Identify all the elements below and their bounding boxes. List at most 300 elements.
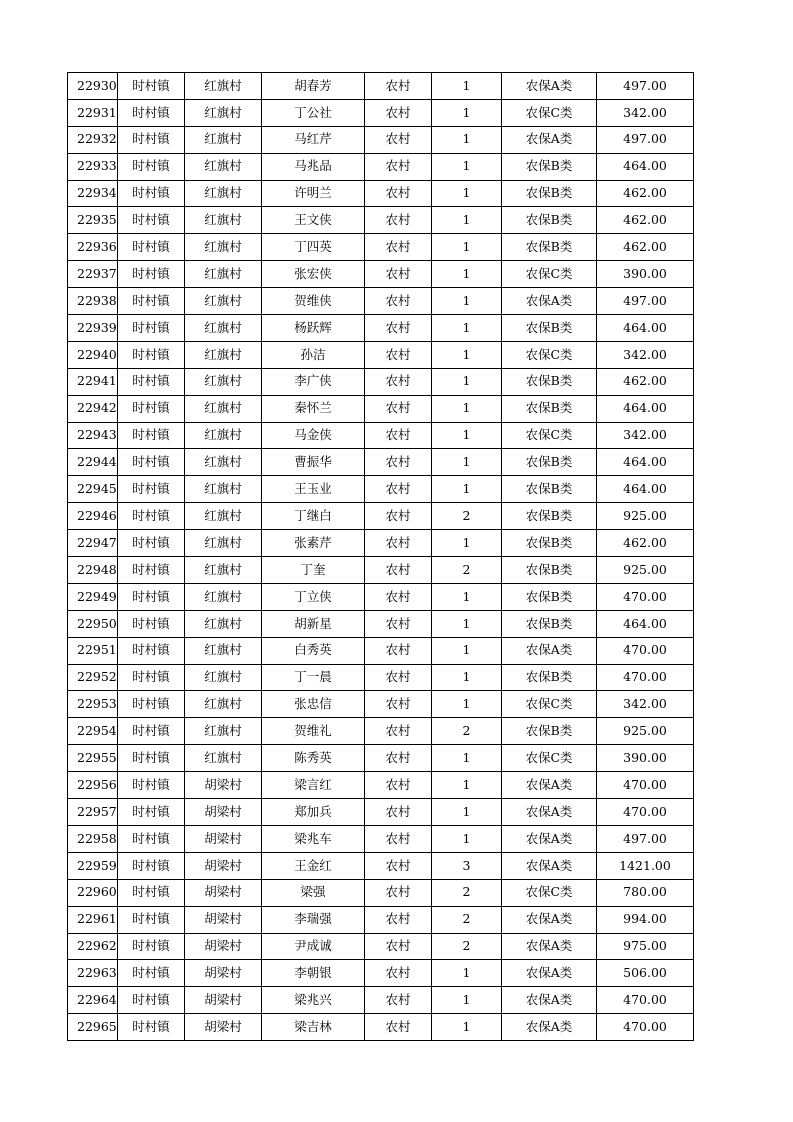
- table-row: [68, 530, 694, 557]
- cell-village: 红旗村: [185, 745, 262, 772]
- cell-town: 时村镇: [118, 503, 185, 530]
- cell-amount: 464.00: [597, 476, 694, 503]
- table-row: [68, 557, 694, 584]
- cell-member-count: 2: [432, 503, 502, 530]
- cell-village: 红旗村: [185, 261, 262, 288]
- cell-record-id: 22957: [68, 799, 118, 826]
- cell-record-id: 22933: [68, 153, 118, 180]
- cell-person-name: 王金红: [262, 852, 365, 879]
- cell-member-count: 1: [432, 476, 502, 503]
- cell-amount: 470.00: [597, 664, 694, 691]
- cell-insurance-category: 农保A类: [502, 1014, 597, 1041]
- cell-person-name: 丁立侠: [262, 583, 365, 610]
- cell-member-count: 1: [432, 960, 502, 987]
- cell-amount: 342.00: [597, 341, 694, 368]
- cell-town: 时村镇: [118, 772, 185, 799]
- cell-member-count: 1: [432, 99, 502, 126]
- cell-household-type: 农村: [365, 341, 432, 368]
- cell-member-count: 2: [432, 557, 502, 584]
- cell-household-type: 农村: [365, 799, 432, 826]
- cell-town: 时村镇: [118, 610, 185, 637]
- cell-person-name: 胡春芳: [262, 73, 365, 100]
- cell-household-type: 农村: [365, 960, 432, 987]
- cell-member-count: 1: [432, 610, 502, 637]
- cell-insurance-category: 农保B类: [502, 503, 597, 530]
- cell-record-id: 22954: [68, 718, 118, 745]
- cell-member-count: 1: [432, 745, 502, 772]
- table-row: [68, 341, 694, 368]
- cell-village: 胡梁村: [185, 987, 262, 1014]
- cell-record-id: 22950: [68, 610, 118, 637]
- cell-amount: 975.00: [597, 933, 694, 960]
- cell-insurance-category: 农保B类: [502, 234, 597, 261]
- cell-record-id: 22958: [68, 825, 118, 852]
- cell-town: 时村镇: [118, 449, 185, 476]
- cell-member-count: 2: [432, 879, 502, 906]
- cell-household-type: 农村: [365, 745, 432, 772]
- cell-record-id: 22965: [68, 1014, 118, 1041]
- cell-member-count: 2: [432, 906, 502, 933]
- cell-person-name: 梁吉林: [262, 1014, 365, 1041]
- records-table: [67, 72, 694, 1041]
- cell-person-name: 尹成诚: [262, 933, 365, 960]
- cell-insurance-category: 农保B类: [502, 180, 597, 207]
- table-row: [68, 422, 694, 449]
- table-row: [68, 772, 694, 799]
- cell-person-name: 孙洁: [262, 341, 365, 368]
- cell-village: 红旗村: [185, 449, 262, 476]
- cell-record-id: 22956: [68, 772, 118, 799]
- cell-record-id: 22961: [68, 906, 118, 933]
- cell-person-name: 马兆品: [262, 153, 365, 180]
- cell-insurance-category: 农保A类: [502, 906, 597, 933]
- cell-insurance-category: 农保B类: [502, 449, 597, 476]
- cell-record-id: 22951: [68, 637, 118, 664]
- cell-amount: 925.00: [597, 503, 694, 530]
- cell-town: 时村镇: [118, 207, 185, 234]
- cell-person-name: 张宏侠: [262, 261, 365, 288]
- cell-town: 时村镇: [118, 288, 185, 315]
- cell-town: 时村镇: [118, 73, 185, 100]
- cell-member-count: 1: [432, 583, 502, 610]
- cell-amount: 464.00: [597, 395, 694, 422]
- cell-household-type: 农村: [365, 153, 432, 180]
- cell-amount: 464.00: [597, 153, 694, 180]
- cell-record-id: 22940: [68, 341, 118, 368]
- cell-insurance-category: 农保C类: [502, 422, 597, 449]
- cell-town: 时村镇: [118, 745, 185, 772]
- cell-person-name: 丁继白: [262, 503, 365, 530]
- cell-town: 时村镇: [118, 718, 185, 745]
- cell-person-name: 丁一晨: [262, 664, 365, 691]
- cell-amount: 1421.00: [597, 852, 694, 879]
- table-row: [68, 288, 694, 315]
- cell-member-count: 1: [432, 422, 502, 449]
- cell-record-id: 22943: [68, 422, 118, 449]
- table-row: [68, 610, 694, 637]
- cell-household-type: 农村: [365, 691, 432, 718]
- cell-household-type: 农村: [365, 825, 432, 852]
- cell-member-count: 1: [432, 261, 502, 288]
- table-row: [68, 476, 694, 503]
- cell-record-id: 22964: [68, 987, 118, 1014]
- cell-member-count: 1: [432, 772, 502, 799]
- cell-member-count: 1: [432, 637, 502, 664]
- cell-village: 红旗村: [185, 207, 262, 234]
- cell-village: 红旗村: [185, 153, 262, 180]
- cell-town: 时村镇: [118, 341, 185, 368]
- cell-amount: 497.00: [597, 288, 694, 315]
- cell-amount: 462.00: [597, 207, 694, 234]
- cell-village: 红旗村: [185, 99, 262, 126]
- cell-amount: 464.00: [597, 610, 694, 637]
- cell-insurance-category: 农保B类: [502, 557, 597, 584]
- cell-village: 红旗村: [185, 395, 262, 422]
- cell-village: 红旗村: [185, 610, 262, 637]
- table-row: [68, 395, 694, 422]
- cell-village: 胡梁村: [185, 772, 262, 799]
- cell-member-count: 1: [432, 799, 502, 826]
- cell-village: 红旗村: [185, 583, 262, 610]
- table-row: [68, 933, 694, 960]
- cell-member-count: 1: [432, 180, 502, 207]
- cell-person-name: 贺维礼: [262, 718, 365, 745]
- cell-person-name: 许明兰: [262, 180, 365, 207]
- cell-household-type: 农村: [365, 879, 432, 906]
- table-row: [68, 852, 694, 879]
- cell-village: 胡梁村: [185, 933, 262, 960]
- cell-village: 红旗村: [185, 288, 262, 315]
- cell-insurance-category: 农保C类: [502, 879, 597, 906]
- cell-amount: 464.00: [597, 449, 694, 476]
- cell-member-count: 1: [432, 73, 502, 100]
- table-row: [68, 503, 694, 530]
- cell-town: 时村镇: [118, 933, 185, 960]
- cell-member-count: 1: [432, 1014, 502, 1041]
- cell-record-id: 22938: [68, 288, 118, 315]
- table-row: [68, 1014, 694, 1041]
- cell-person-name: 王玉业: [262, 476, 365, 503]
- table-row: [68, 799, 694, 826]
- cell-insurance-category: 农保C类: [502, 691, 597, 718]
- cell-record-id: 22949: [68, 583, 118, 610]
- table-row: [68, 126, 694, 153]
- cell-record-id: 22963: [68, 960, 118, 987]
- table-row: [68, 825, 694, 852]
- cell-person-name: 秦怀兰: [262, 395, 365, 422]
- cell-town: 时村镇: [118, 315, 185, 342]
- cell-insurance-category: 农保A类: [502, 126, 597, 153]
- cell-member-count: 1: [432, 288, 502, 315]
- cell-insurance-category: 农保B类: [502, 583, 597, 610]
- cell-town: 时村镇: [118, 99, 185, 126]
- cell-record-id: 22948: [68, 557, 118, 584]
- cell-record-id: 22942: [68, 395, 118, 422]
- cell-village: 红旗村: [185, 476, 262, 503]
- cell-record-id: 22941: [68, 368, 118, 395]
- cell-household-type: 农村: [365, 234, 432, 261]
- cell-person-name: 丁四英: [262, 234, 365, 261]
- cell-member-count: 1: [432, 126, 502, 153]
- cell-household-type: 农村: [365, 73, 432, 100]
- cell-insurance-category: 农保A类: [502, 825, 597, 852]
- cell-insurance-category: 农保C类: [502, 261, 597, 288]
- cell-person-name: 郑加兵: [262, 799, 365, 826]
- cell-household-type: 农村: [365, 1014, 432, 1041]
- cell-record-id: 22939: [68, 315, 118, 342]
- cell-person-name: 丁公社: [262, 99, 365, 126]
- cell-town: 时村镇: [118, 906, 185, 933]
- cell-village: 红旗村: [185, 664, 262, 691]
- cell-village: 红旗村: [185, 503, 262, 530]
- cell-household-type: 农村: [365, 557, 432, 584]
- cell-record-id: 22946: [68, 503, 118, 530]
- cell-record-id: 22959: [68, 852, 118, 879]
- cell-insurance-category: 农保B类: [502, 530, 597, 557]
- cell-member-count: 1: [432, 825, 502, 852]
- cell-amount: 470.00: [597, 583, 694, 610]
- cell-village: 胡梁村: [185, 960, 262, 987]
- cell-member-count: 1: [432, 691, 502, 718]
- table-row: [68, 960, 694, 987]
- cell-member-count: 1: [432, 234, 502, 261]
- cell-village: 红旗村: [185, 691, 262, 718]
- cell-insurance-category: 农保A类: [502, 637, 597, 664]
- cell-member-count: 1: [432, 530, 502, 557]
- cell-household-type: 农村: [365, 637, 432, 664]
- cell-town: 时村镇: [118, 852, 185, 879]
- cell-household-type: 农村: [365, 933, 432, 960]
- cell-amount: 342.00: [597, 99, 694, 126]
- table-row: [68, 987, 694, 1014]
- cell-amount: 470.00: [597, 1014, 694, 1041]
- cell-member-count: 1: [432, 207, 502, 234]
- cell-town: 时村镇: [118, 960, 185, 987]
- cell-amount: 470.00: [597, 772, 694, 799]
- cell-insurance-category: 农保B类: [502, 207, 597, 234]
- cell-record-id: 22960: [68, 879, 118, 906]
- cell-record-id: 22931: [68, 99, 118, 126]
- cell-person-name: 贺维侠: [262, 288, 365, 315]
- cell-household-type: 农村: [365, 772, 432, 799]
- cell-insurance-category: 农保B类: [502, 718, 597, 745]
- cell-amount: 342.00: [597, 422, 694, 449]
- cell-village: 红旗村: [185, 315, 262, 342]
- cell-person-name: 张素芹: [262, 530, 365, 557]
- cell-household-type: 农村: [365, 395, 432, 422]
- table-row: [68, 99, 694, 126]
- cell-insurance-category: 农保C类: [502, 99, 597, 126]
- cell-village: 红旗村: [185, 718, 262, 745]
- cell-amount: 470.00: [597, 799, 694, 826]
- table-row: [68, 745, 694, 772]
- cell-household-type: 农村: [365, 180, 432, 207]
- cell-village: 胡梁村: [185, 906, 262, 933]
- cell-household-type: 农村: [365, 583, 432, 610]
- cell-insurance-category: 农保B类: [502, 610, 597, 637]
- cell-member-count: 2: [432, 933, 502, 960]
- cell-member-count: 1: [432, 395, 502, 422]
- cell-household-type: 农村: [365, 288, 432, 315]
- cell-household-type: 农村: [365, 261, 432, 288]
- cell-town: 时村镇: [118, 637, 185, 664]
- cell-household-type: 农村: [365, 530, 432, 557]
- cell-amount: 470.00: [597, 637, 694, 664]
- cell-member-count: 1: [432, 153, 502, 180]
- table-row: [68, 664, 694, 691]
- cell-household-type: 农村: [365, 99, 432, 126]
- table-row: [68, 637, 694, 664]
- cell-town: 时村镇: [118, 153, 185, 180]
- cell-record-id: 22947: [68, 530, 118, 557]
- cell-record-id: 22945: [68, 476, 118, 503]
- cell-person-name: 梁言红: [262, 772, 365, 799]
- cell-town: 时村镇: [118, 1014, 185, 1041]
- cell-person-name: 李朝银: [262, 960, 365, 987]
- cell-household-type: 农村: [365, 852, 432, 879]
- table-row: [68, 583, 694, 610]
- cell-village: 胡梁村: [185, 1014, 262, 1041]
- cell-amount: 994.00: [597, 906, 694, 933]
- cell-amount: 925.00: [597, 557, 694, 584]
- cell-amount: 390.00: [597, 261, 694, 288]
- cell-amount: 462.00: [597, 530, 694, 557]
- cell-town: 时村镇: [118, 126, 185, 153]
- cell-town: 时村镇: [118, 422, 185, 449]
- cell-record-id: 22962: [68, 933, 118, 960]
- cell-insurance-category: 农保A类: [502, 799, 597, 826]
- table-row: [68, 315, 694, 342]
- cell-insurance-category: 农保A类: [502, 73, 597, 100]
- table-row: [68, 449, 694, 476]
- cell-village: 红旗村: [185, 530, 262, 557]
- cell-record-id: 22944: [68, 449, 118, 476]
- cell-town: 时村镇: [118, 395, 185, 422]
- table-row: [68, 207, 694, 234]
- cell-household-type: 农村: [365, 718, 432, 745]
- cell-household-type: 农村: [365, 368, 432, 395]
- cell-insurance-category: 农保B类: [502, 395, 597, 422]
- cell-insurance-category: 农保A类: [502, 288, 597, 315]
- cell-member-count: 1: [432, 368, 502, 395]
- cell-household-type: 农村: [365, 126, 432, 153]
- cell-person-name: 马红芹: [262, 126, 365, 153]
- cell-person-name: 马金侠: [262, 422, 365, 449]
- cell-insurance-category: 农保B类: [502, 664, 597, 691]
- cell-record-id: 22937: [68, 261, 118, 288]
- cell-village: 红旗村: [185, 234, 262, 261]
- cell-record-id: 22935: [68, 207, 118, 234]
- cell-town: 时村镇: [118, 664, 185, 691]
- cell-household-type: 农村: [365, 449, 432, 476]
- cell-village: 胡梁村: [185, 799, 262, 826]
- cell-village: 红旗村: [185, 180, 262, 207]
- cell-amount: 462.00: [597, 368, 694, 395]
- cell-household-type: 农村: [365, 664, 432, 691]
- cell-insurance-category: 农保A类: [502, 852, 597, 879]
- cell-insurance-category: 农保A类: [502, 933, 597, 960]
- cell-town: 时村镇: [118, 476, 185, 503]
- table-row: [68, 718, 694, 745]
- table-row: [68, 368, 694, 395]
- cell-insurance-category: 农保C类: [502, 745, 597, 772]
- cell-town: 时村镇: [118, 557, 185, 584]
- cell-household-type: 农村: [365, 610, 432, 637]
- cell-village: 红旗村: [185, 368, 262, 395]
- table-row: [68, 234, 694, 261]
- cell-member-count: 1: [432, 664, 502, 691]
- cell-record-id: 22952: [68, 664, 118, 691]
- cell-member-count: 1: [432, 341, 502, 368]
- cell-amount: 342.00: [597, 691, 694, 718]
- cell-insurance-category: 农保C类: [502, 341, 597, 368]
- cell-person-name: 白秀英: [262, 637, 365, 664]
- table-row: [68, 906, 694, 933]
- cell-person-name: 陈秀英: [262, 745, 365, 772]
- cell-person-name: 曹振华: [262, 449, 365, 476]
- cell-person-name: 胡新星: [262, 610, 365, 637]
- cell-town: 时村镇: [118, 261, 185, 288]
- cell-town: 时村镇: [118, 825, 185, 852]
- cell-amount: 780.00: [597, 879, 694, 906]
- cell-insurance-category: 农保B类: [502, 315, 597, 342]
- cell-person-name: 李广侠: [262, 368, 365, 395]
- cell-insurance-category: 农保B类: [502, 368, 597, 395]
- table-row: [68, 879, 694, 906]
- cell-member-count: 3: [432, 852, 502, 879]
- cell-household-type: 农村: [365, 476, 432, 503]
- cell-village: 红旗村: [185, 341, 262, 368]
- cell-village: 红旗村: [185, 73, 262, 100]
- cell-record-id: 22934: [68, 180, 118, 207]
- table-body: [68, 73, 694, 1041]
- cell-town: 时村镇: [118, 879, 185, 906]
- cell-insurance-category: 农保B类: [502, 476, 597, 503]
- cell-record-id: 22932: [68, 126, 118, 153]
- cell-amount: 390.00: [597, 745, 694, 772]
- table-row: [68, 691, 694, 718]
- cell-village: 红旗村: [185, 126, 262, 153]
- cell-town: 时村镇: [118, 530, 185, 557]
- cell-town: 时村镇: [118, 987, 185, 1014]
- cell-member-count: 1: [432, 987, 502, 1014]
- table-row: [68, 180, 694, 207]
- cell-amount: 462.00: [597, 234, 694, 261]
- cell-village: 红旗村: [185, 557, 262, 584]
- table-row: [68, 73, 694, 100]
- cell-amount: 925.00: [597, 718, 694, 745]
- cell-household-type: 农村: [365, 987, 432, 1014]
- cell-household-type: 农村: [365, 422, 432, 449]
- cell-member-count: 1: [432, 449, 502, 476]
- cell-insurance-category: 农保B类: [502, 153, 597, 180]
- cell-amount: 497.00: [597, 126, 694, 153]
- cell-amount: 470.00: [597, 987, 694, 1014]
- cell-town: 时村镇: [118, 799, 185, 826]
- cell-household-type: 农村: [365, 503, 432, 530]
- cell-person-name: 王文侠: [262, 207, 365, 234]
- cell-household-type: 农村: [365, 906, 432, 933]
- cell-person-name: 梁兆兴: [262, 987, 365, 1014]
- cell-village: 胡梁村: [185, 879, 262, 906]
- cell-amount: 497.00: [597, 825, 694, 852]
- cell-amount: 497.00: [597, 73, 694, 100]
- cell-village: 红旗村: [185, 637, 262, 664]
- cell-person-name: 梁强: [262, 879, 365, 906]
- cell-person-name: 李瑞强: [262, 906, 365, 933]
- cell-village: 红旗村: [185, 422, 262, 449]
- cell-household-type: 农村: [365, 207, 432, 234]
